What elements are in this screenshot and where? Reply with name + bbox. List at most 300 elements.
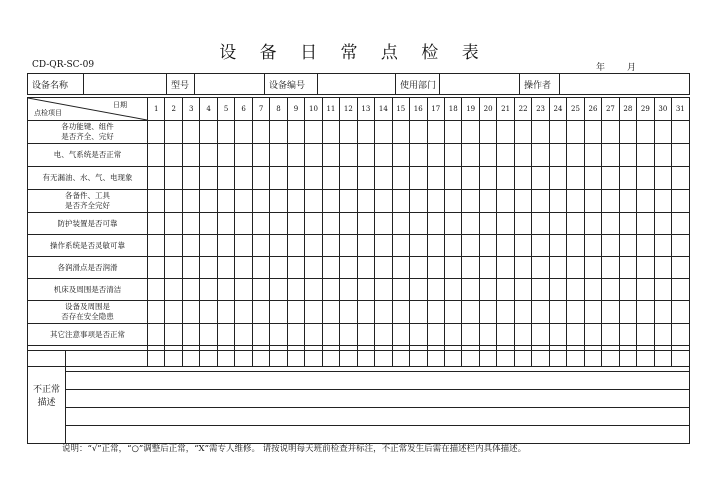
check-cell[interactable]: [549, 301, 566, 324]
check-cell[interactable]: [182, 167, 199, 190]
check-cell[interactable]: [165, 213, 182, 235]
check-cell[interactable]: [410, 167, 427, 190]
check-cell[interactable]: [410, 235, 427, 257]
check-cell[interactable]: [497, 167, 514, 190]
check-cell[interactable]: [672, 235, 689, 257]
check-cell[interactable]: [340, 190, 357, 213]
check-cell[interactable]: [584, 167, 601, 190]
check-cell[interactable]: [479, 324, 496, 346]
check-cell[interactable]: [357, 190, 374, 213]
check-cell[interactable]: [584, 257, 601, 279]
check-cell[interactable]: [444, 279, 461, 301]
check-cell[interactable]: [305, 144, 322, 167]
check-cell[interactable]: [619, 144, 636, 167]
check-cell[interactable]: [375, 144, 392, 167]
check-cell[interactable]: [322, 121, 339, 144]
check-cell[interactable]: [444, 144, 461, 167]
check-cell[interactable]: [392, 167, 409, 190]
check-cell[interactable]: [479, 121, 496, 144]
check-cell[interactable]: [305, 121, 322, 144]
check-cell[interactable]: [252, 279, 269, 301]
check-cell[interactable]: [462, 213, 479, 235]
check-cell[interactable]: [567, 121, 584, 144]
check-cell[interactable]: [479, 279, 496, 301]
check-cell[interactable]: [182, 301, 199, 324]
check-cell[interactable]: [235, 301, 252, 324]
check-cell[interactable]: [165, 257, 182, 279]
check-cell[interactable]: [340, 167, 357, 190]
check-cell[interactable]: [252, 235, 269, 257]
check-cell[interactable]: [217, 257, 234, 279]
check-cell[interactable]: [584, 279, 601, 301]
check-cell[interactable]: [200, 324, 217, 346]
check-cell[interactable]: [462, 121, 479, 144]
check-cell[interactable]: [322, 144, 339, 167]
check-cell[interactable]: [549, 324, 566, 346]
check-cell[interactable]: [619, 121, 636, 144]
check-cell[interactable]: [462, 144, 479, 167]
check-cell[interactable]: [462, 324, 479, 346]
check-cell[interactable]: [497, 121, 514, 144]
check-cell[interactable]: [444, 121, 461, 144]
check-cell[interactable]: [427, 144, 444, 167]
check-cell[interactable]: [165, 190, 182, 213]
check-cell[interactable]: [270, 279, 287, 301]
check-cell[interactable]: [637, 167, 654, 190]
check-cell[interactable]: [602, 301, 619, 324]
check-cell[interactable]: [514, 235, 531, 257]
check-cell[interactable]: [497, 324, 514, 346]
check-cell[interactable]: [357, 301, 374, 324]
check-cell[interactable]: [375, 301, 392, 324]
check-cell[interactable]: [392, 279, 409, 301]
check-cell[interactable]: [322, 257, 339, 279]
check-cell[interactable]: [340, 257, 357, 279]
check-cell[interactable]: [567, 301, 584, 324]
check-cell[interactable]: [235, 279, 252, 301]
check-cell[interactable]: [602, 235, 619, 257]
check-cell[interactable]: [637, 324, 654, 346]
check-cell[interactable]: [602, 324, 619, 346]
check-cell[interactable]: [549, 167, 566, 190]
check-cell[interactable]: [637, 190, 654, 213]
check-cell[interactable]: [410, 301, 427, 324]
check-cell[interactable]: [305, 213, 322, 235]
check-cell[interactable]: [514, 301, 531, 324]
check-cell[interactable]: [479, 301, 496, 324]
check-cell[interactable]: [567, 257, 584, 279]
check-cell[interactable]: [444, 301, 461, 324]
abnormal-description-line[interactable]: [66, 390, 690, 408]
check-cell[interactable]: [235, 235, 252, 257]
check-cell[interactable]: [637, 121, 654, 144]
check-cell[interactable]: [497, 257, 514, 279]
check-cell[interactable]: [392, 301, 409, 324]
check-cell[interactable]: [619, 235, 636, 257]
check-cell[interactable]: [148, 144, 165, 167]
check-cell[interactable]: [287, 257, 304, 279]
check-cell[interactable]: [514, 213, 531, 235]
check-cell[interactable]: [235, 324, 252, 346]
check-cell[interactable]: [375, 235, 392, 257]
check-cell[interactable]: [567, 213, 584, 235]
check-cell[interactable]: [357, 121, 374, 144]
check-cell[interactable]: [549, 190, 566, 213]
check-cell[interactable]: [602, 167, 619, 190]
check-cell[interactable]: [672, 324, 689, 346]
check-cell[interactable]: [235, 144, 252, 167]
check-cell[interactable]: [270, 324, 287, 346]
check-cell[interactable]: [357, 257, 374, 279]
check-cell[interactable]: [357, 235, 374, 257]
check-cell[interactable]: [532, 121, 549, 144]
check-cell[interactable]: [392, 190, 409, 213]
abnormal-description-line[interactable]: [66, 426, 690, 444]
check-cell[interactable]: [479, 144, 496, 167]
check-cell[interactable]: [584, 301, 601, 324]
check-cell[interactable]: [182, 144, 199, 167]
check-cell[interactable]: [217, 144, 234, 167]
check-cell[interactable]: [602, 279, 619, 301]
check-cell[interactable]: [287, 279, 304, 301]
check-cell[interactable]: [584, 121, 601, 144]
check-cell[interactable]: [200, 190, 217, 213]
check-cell[interactable]: [392, 324, 409, 346]
check-cell[interactable]: [567, 235, 584, 257]
check-cell[interactable]: [322, 213, 339, 235]
check-cell[interactable]: [514, 167, 531, 190]
check-cell[interactable]: [357, 167, 374, 190]
check-cell[interactable]: [392, 235, 409, 257]
check-cell[interactable]: [602, 144, 619, 167]
check-cell[interactable]: [462, 257, 479, 279]
check-cell[interactable]: [165, 324, 182, 346]
check-cell[interactable]: [217, 279, 234, 301]
check-cell[interactable]: [270, 167, 287, 190]
check-cell[interactable]: [549, 213, 566, 235]
check-cell[interactable]: [375, 167, 392, 190]
check-cell[interactable]: [532, 167, 549, 190]
check-cell[interactable]: [270, 235, 287, 257]
check-cell[interactable]: [602, 213, 619, 235]
check-cell[interactable]: [654, 257, 671, 279]
check-cell[interactable]: [200, 121, 217, 144]
check-cell[interactable]: [514, 121, 531, 144]
check-cell[interactable]: [427, 279, 444, 301]
check-cell[interactable]: [672, 301, 689, 324]
check-cell[interactable]: [252, 144, 269, 167]
check-cell[interactable]: [235, 167, 252, 190]
check-cell[interactable]: [532, 213, 549, 235]
check-cell[interactable]: [287, 213, 304, 235]
check-cell[interactable]: [217, 235, 234, 257]
check-cell[interactable]: [532, 235, 549, 257]
check-cell[interactable]: [672, 257, 689, 279]
check-cell[interactable]: [444, 257, 461, 279]
check-cell[interactable]: [322, 167, 339, 190]
check-cell[interactable]: [165, 144, 182, 167]
check-cell[interactable]: [654, 121, 671, 144]
check-cell[interactable]: [479, 213, 496, 235]
check-cell[interactable]: [148, 235, 165, 257]
check-cell[interactable]: [602, 257, 619, 279]
check-cell[interactable]: [357, 144, 374, 167]
check-cell[interactable]: [427, 235, 444, 257]
check-cell[interactable]: [148, 279, 165, 301]
check-cell[interactable]: [305, 301, 322, 324]
check-cell[interactable]: [287, 121, 304, 144]
check-cell[interactable]: [305, 324, 322, 346]
check-cell[interactable]: [392, 213, 409, 235]
check-cell[interactable]: [584, 190, 601, 213]
check-cell[interactable]: [462, 235, 479, 257]
check-cell[interactable]: [305, 235, 322, 257]
check-cell[interactable]: [532, 279, 549, 301]
check-cell[interactable]: [410, 324, 427, 346]
check-cell[interactable]: [514, 257, 531, 279]
check-cell[interactable]: [252, 257, 269, 279]
check-cell[interactable]: [637, 235, 654, 257]
check-cell[interactable]: [235, 190, 252, 213]
check-cell[interactable]: [672, 279, 689, 301]
check-cell[interactable]: [148, 121, 165, 144]
check-cell[interactable]: [619, 167, 636, 190]
check-cell[interactable]: [654, 235, 671, 257]
check-cell[interactable]: [619, 213, 636, 235]
check-cell[interactable]: [532, 190, 549, 213]
check-cell[interactable]: [532, 301, 549, 324]
check-cell[interactable]: [200, 235, 217, 257]
check-cell[interactable]: [637, 213, 654, 235]
check-cell[interactable]: [654, 167, 671, 190]
check-cell[interactable]: [182, 324, 199, 346]
check-cell[interactable]: [200, 144, 217, 167]
check-cell[interactable]: [444, 190, 461, 213]
check-cell[interactable]: [672, 121, 689, 144]
model-field[interactable]: [195, 74, 265, 95]
check-cell[interactable]: [532, 144, 549, 167]
check-cell[interactable]: [375, 190, 392, 213]
check-cell[interactable]: [148, 167, 165, 190]
check-cell[interactable]: [375, 121, 392, 144]
check-cell[interactable]: [375, 257, 392, 279]
abnormal-description-line[interactable]: [66, 372, 690, 390]
check-cell[interactable]: [427, 121, 444, 144]
check-cell[interactable]: [549, 121, 566, 144]
check-cell[interactable]: [619, 324, 636, 346]
check-cell[interactable]: [549, 279, 566, 301]
check-cell[interactable]: [637, 301, 654, 324]
check-cell[interactable]: [217, 301, 234, 324]
department-field[interactable]: [440, 74, 520, 95]
check-cell[interactable]: [270, 190, 287, 213]
check-cell[interactable]: [322, 235, 339, 257]
check-cell[interactable]: [357, 279, 374, 301]
check-cell[interactable]: [217, 324, 234, 346]
check-cell[interactable]: [392, 257, 409, 279]
check-cell[interactable]: [567, 324, 584, 346]
check-cell[interactable]: [182, 235, 199, 257]
check-cell[interactable]: [165, 301, 182, 324]
check-cell[interactable]: [514, 324, 531, 346]
check-cell[interactable]: [567, 279, 584, 301]
check-cell[interactable]: [217, 167, 234, 190]
check-cell[interactable]: [567, 190, 584, 213]
check-cell[interactable]: [654, 144, 671, 167]
check-cell[interactable]: [182, 190, 199, 213]
check-cell[interactable]: [619, 279, 636, 301]
check-cell[interactable]: [672, 213, 689, 235]
check-cell[interactable]: [200, 257, 217, 279]
abnormal-description-line[interactable]: [66, 408, 690, 426]
check-cell[interactable]: [182, 121, 199, 144]
check-cell[interactable]: [235, 121, 252, 144]
check-cell[interactable]: [514, 144, 531, 167]
check-cell[interactable]: [479, 167, 496, 190]
check-cell[interactable]: [637, 144, 654, 167]
check-cell[interactable]: [479, 190, 496, 213]
check-cell[interactable]: [602, 121, 619, 144]
check-cell[interactable]: [567, 167, 584, 190]
check-cell[interactable]: [270, 213, 287, 235]
check-cell[interactable]: [497, 235, 514, 257]
check-cell[interactable]: [375, 324, 392, 346]
check-cell[interactable]: [165, 167, 182, 190]
check-cell[interactable]: [287, 144, 304, 167]
check-cell[interactable]: [252, 324, 269, 346]
check-cell[interactable]: [270, 121, 287, 144]
check-cell[interactable]: [497, 213, 514, 235]
check-cell[interactable]: [584, 144, 601, 167]
check-cell[interactable]: [305, 190, 322, 213]
check-cell[interactable]: [532, 257, 549, 279]
check-cell[interactable]: [340, 324, 357, 346]
check-cell[interactable]: [357, 213, 374, 235]
check-cell[interactable]: [200, 301, 217, 324]
check-cell[interactable]: [322, 301, 339, 324]
check-cell[interactable]: [305, 257, 322, 279]
check-cell[interactable]: [549, 144, 566, 167]
check-cell[interactable]: [148, 324, 165, 346]
check-cell[interactable]: [427, 213, 444, 235]
check-cell[interactable]: [148, 301, 165, 324]
check-cell[interactable]: [217, 121, 234, 144]
check-cell[interactable]: [497, 279, 514, 301]
check-cell[interactable]: [514, 190, 531, 213]
check-cell[interactable]: [200, 167, 217, 190]
check-cell[interactable]: [305, 279, 322, 301]
check-cell[interactable]: [287, 190, 304, 213]
check-cell[interactable]: [497, 144, 514, 167]
check-cell[interactable]: [549, 235, 566, 257]
abnormal-description-line[interactable]: [66, 351, 690, 372]
check-cell[interactable]: [217, 190, 234, 213]
check-cell[interactable]: [619, 257, 636, 279]
check-cell[interactable]: [252, 190, 269, 213]
check-cell[interactable]: [602, 190, 619, 213]
check-cell[interactable]: [654, 324, 671, 346]
check-cell[interactable]: [322, 190, 339, 213]
check-cell[interactable]: [287, 301, 304, 324]
check-cell[interactable]: [410, 121, 427, 144]
equipment-name-field[interactable]: [84, 74, 167, 95]
check-cell[interactable]: [427, 324, 444, 346]
check-cell[interactable]: [217, 213, 234, 235]
check-cell[interactable]: [235, 257, 252, 279]
check-cell[interactable]: [165, 279, 182, 301]
check-cell[interactable]: [584, 213, 601, 235]
check-cell[interactable]: [672, 190, 689, 213]
check-cell[interactable]: [287, 324, 304, 346]
check-cell[interactable]: [322, 279, 339, 301]
check-cell[interactable]: [462, 279, 479, 301]
check-cell[interactable]: [287, 167, 304, 190]
check-cell[interactable]: [410, 279, 427, 301]
check-cell[interactable]: [619, 190, 636, 213]
operator-field[interactable]: [560, 74, 690, 95]
check-cell[interactable]: [462, 167, 479, 190]
check-cell[interactable]: [479, 257, 496, 279]
check-cell[interactable]: [182, 257, 199, 279]
check-cell[interactable]: [637, 279, 654, 301]
check-cell[interactable]: [654, 279, 671, 301]
check-cell[interactable]: [462, 301, 479, 324]
check-cell[interactable]: [410, 144, 427, 167]
check-cell[interactable]: [235, 213, 252, 235]
check-cell[interactable]: [148, 213, 165, 235]
check-cell[interactable]: [427, 167, 444, 190]
check-cell[interactable]: [497, 301, 514, 324]
check-cell[interactable]: [567, 144, 584, 167]
check-cell[interactable]: [427, 190, 444, 213]
check-cell[interactable]: [654, 301, 671, 324]
check-cell[interactable]: [270, 301, 287, 324]
check-cell[interactable]: [462, 190, 479, 213]
check-cell[interactable]: [497, 190, 514, 213]
check-cell[interactable]: [549, 257, 566, 279]
check-cell[interactable]: [305, 167, 322, 190]
check-cell[interactable]: [479, 235, 496, 257]
check-cell[interactable]: [200, 213, 217, 235]
check-cell[interactable]: [672, 144, 689, 167]
check-cell[interactable]: [584, 324, 601, 346]
check-cell[interactable]: [410, 257, 427, 279]
check-cell[interactable]: [165, 235, 182, 257]
check-cell[interactable]: [444, 235, 461, 257]
check-cell[interactable]: [252, 121, 269, 144]
check-cell[interactable]: [340, 144, 357, 167]
check-cell[interactable]: [410, 213, 427, 235]
check-cell[interactable]: [375, 213, 392, 235]
check-cell[interactable]: [340, 121, 357, 144]
check-cell[interactable]: [252, 301, 269, 324]
check-cell[interactable]: [148, 190, 165, 213]
check-cell[interactable]: [182, 213, 199, 235]
check-cell[interactable]: [427, 257, 444, 279]
check-cell[interactable]: [427, 301, 444, 324]
check-cell[interactable]: [514, 279, 531, 301]
check-cell[interactable]: [357, 324, 374, 346]
check-cell[interactable]: [287, 235, 304, 257]
check-cell[interactable]: [444, 324, 461, 346]
check-cell[interactable]: [672, 167, 689, 190]
check-cell[interactable]: [532, 324, 549, 346]
check-cell[interactable]: [654, 190, 671, 213]
check-cell[interactable]: [270, 144, 287, 167]
check-cell[interactable]: [375, 279, 392, 301]
check-cell[interactable]: [444, 167, 461, 190]
check-cell[interactable]: [340, 235, 357, 257]
